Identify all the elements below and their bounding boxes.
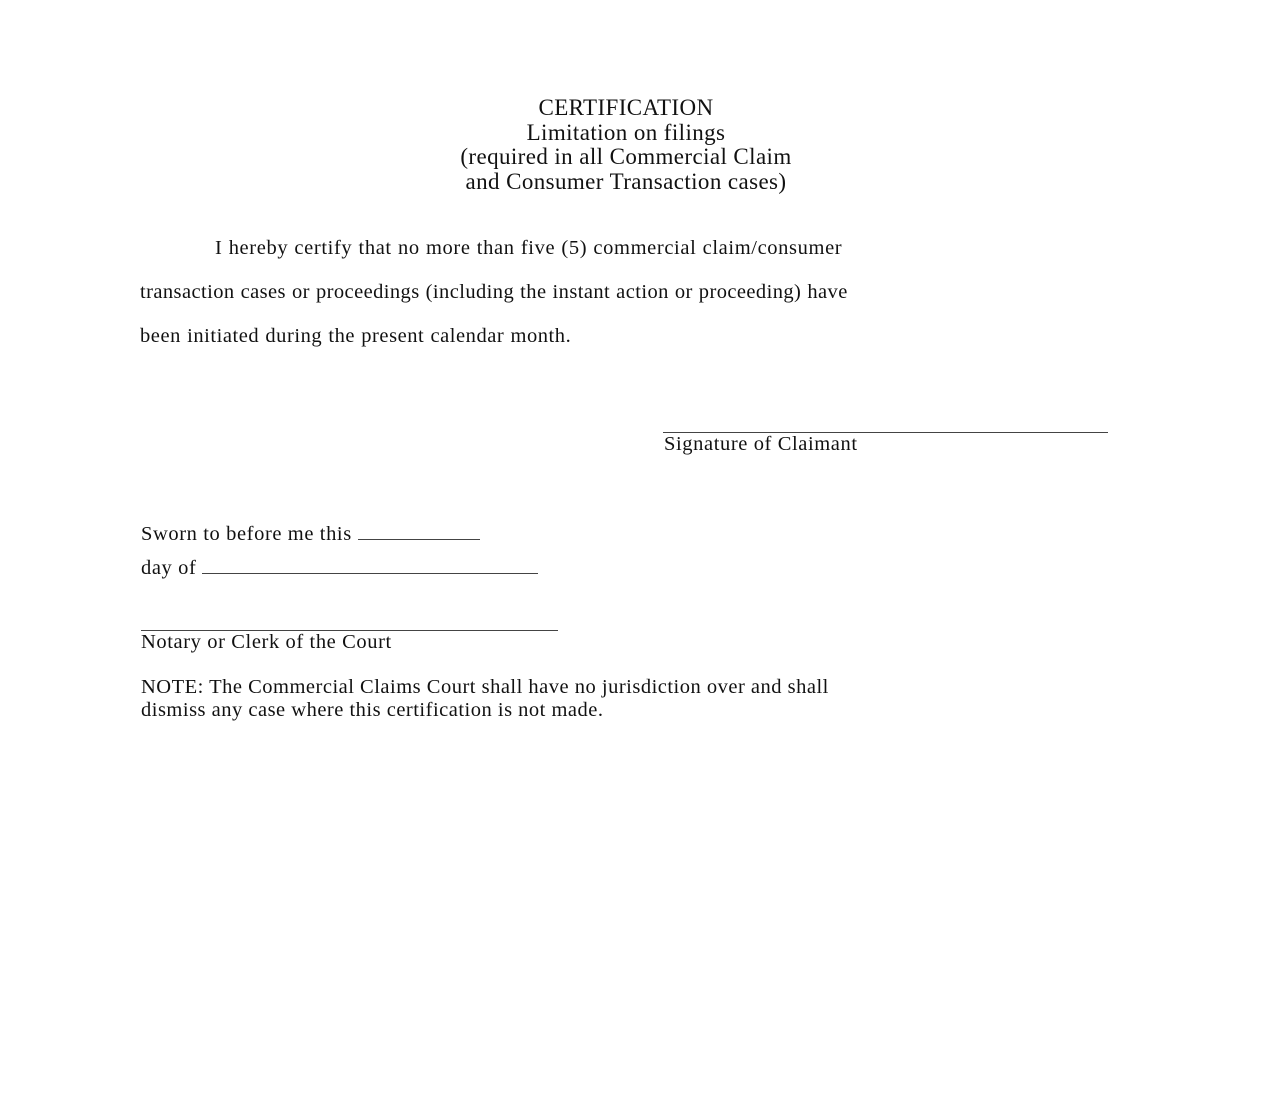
notary-label: Notary or Clerk of the Court <box>141 631 392 653</box>
heading-line-3: (required in all Commercial Claim <box>460 144 792 169</box>
heading-line-4: and Consumer Transaction cases) <box>465 168 787 194</box>
document-title: CERTIFICATION <box>538 95 714 120</box>
sworn-label: Sworn to before me this <box>141 523 352 545</box>
day-of-row <box>141 555 538 580</box>
note-block <box>141 676 829 721</box>
day-of-month-blank[interactable] <box>202 555 538 574</box>
signature-of-claimant-label: Signature of Claimant <box>664 433 858 455</box>
heading-block <box>0 96 1252 194</box>
note-line-1: NOTE: The Commercial Claims Court shall have no jurisdiction over and shall <box>141 676 829 698</box>
certification-text-line-3: been initiated during the present calendar month. <box>140 325 572 347</box>
certification-text-line-1: I hereby certify that no more than five (5) commercial claim/consumer <box>215 237 843 259</box>
document-subtitle: Limitation on filings <box>526 119 726 145</box>
sworn-date-row <box>141 521 480 546</box>
note-line-2: dismiss any case where this certification is not made. <box>141 698 604 721</box>
sworn-day-blank[interactable] <box>358 521 480 540</box>
certification-text-line-2: transaction cases or proceedings (including the instant action or proceeding) have <box>140 281 848 303</box>
day-of-label: day of <box>141 557 197 579</box>
